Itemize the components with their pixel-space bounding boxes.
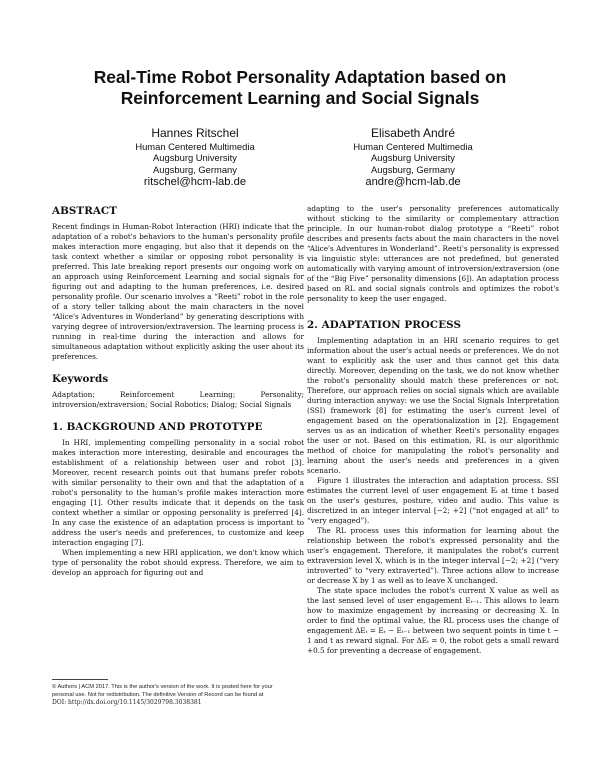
section-1-paragraph-3: adapting to the user's personality preferences automatically without sticking to the similarity or complementary attraction principle. In our human-robot dialog prototype a “Reeti” robot describes and presents facts about the main characters in the novel “Alice's Adventures in Wonderland”. Reeti's personality is expressed via linguistic style: utterances are not predefined, but generated automatically with varying amount of introversion/extraversion (one of the “Big Five” personality dimensions [6]). An adaptation process based on RL and social signals controls and optimizes the robot's personality to keep the user engaged.: [307, 204, 559, 303]
doi-link[interactable]: DOI: http://dx.doi.org/10.1145/3029798.3038381: [52, 699, 202, 706]
paper-title: [40, 67, 560, 109]
copyright-notice: [52, 683, 304, 707]
author-email: andre@hcm-lab.de: [365, 176, 461, 189]
abstract-text: Recent findings in Human-Robot Interaction (HRI) indicate that the adaptation of a robot's behaviors to the human's personality profile makes interaction more engaging, but also that it depends on the task context whether a similar or opposing robot personality is preferred. This late breaking report presents our ongoing work on an approach using Reinforcement Learning and social signals for figuring out and adapting to the human preferences, i.e. desired personality profile. Our scenario involves a “Reeti” robot in the role of a story teller talking about the main characters in the novel “Alice's Adventures in Wonderland” by generating descriptions with varying degree of introversion/extraversion. The learning process is running in real-time during the interaction and allows for simultaneous adaptation without explicitly asking the user about its preferences.: [52, 222, 304, 361]
section-2-heading: 2. ADAPTATION PROCESS: [307, 319, 462, 331]
keywords-text: Adaptation; Reinforcement Learning; Personality; introversion/extraversion; Social Robotics; Dialog; Social Signals: [52, 390, 304, 409]
author-name: Elisabeth André: [370, 126, 456, 140]
keywords-heading: Keywords: [52, 373, 109, 385]
author-university: Augsburg University: [371, 152, 455, 164]
author-department: Human Centered Multimedia: [135, 141, 255, 152]
right-column: [307, 204, 559, 656]
author-location: Augsburg, Germany: [371, 163, 455, 175]
author-block-1: [85, 126, 305, 189]
copyright-line-2: personal use. Not for redistribution. The definitive Version of Record can be found at: [52, 692, 264, 698]
title-line-1: Real-Time Robot Personality Adaptation based on: [93, 67, 507, 87]
author-location: Augsburg, Germany: [153, 163, 237, 175]
title-line-2: Reinforcement Learning and Social Signals: [120, 88, 480, 108]
section-1-paragraph-2: When implementing a new HRI application, we don't know which type of personality the robot should express. Therefore, we aim to develop an approach for figuring out and: [52, 548, 304, 577]
author-email: ritschel@hcm-lab.de: [143, 176, 247, 189]
section-2-paragraph-2: Figure 1 illustrates the interaction and adaptation process. SSI estimates the current level of user engagement Eₜ at time t based on the user's gestures, posture, video and audio. This value is discretized in an integer interval [−2; +2] (“not engaged at all” to “very engaged”).: [307, 476, 559, 525]
section-1-paragraph-1: In HRI, implementing compelling personality in a social robot makes interaction more interesting, desirable and encourages the establishment of a relationship between user and robot [3]. Moreover, recent research points out that humans prefer robots with similar personality to their own and that the adaptation of a robot's personality to the human's profile makes interaction more engaging [1]. Other results indicate that it depends on the task context whether a similar or opposing personality is preferred [4]. In any case the existence of an adaptation process is important to address the user's needs and preferences, to customize and keep interaction engaging [7].: [52, 438, 304, 547]
section-2-paragraph-1: Implementing adaptation in an HRI scenario requires to get information about the user's actual needs or preferences. We do not want to explicitly ask the user and thus cannot get this data directly. Moreover, depending on the task, we do not know whether the robot's personality should match these preferences or not. Therefore, our approach relies on social signals which are available during interaction anyway: we use the Social Signals Interpretation (SSI) framework [8] for estimating the user's current level of engagement based on the operationalization in [2]. Engagement serves us as an indication of whether Reeti's personality engages the user or not. Based on this estimation, RL is our algorithmic method of choice for manipulating the robot's personality and learning about the user's needs and preferences in a given scenario.: [307, 336, 559, 475]
author-name: Hannes Ritschel: [151, 126, 239, 140]
section-2-paragraph-4: The state space includes the robot's current X value as well as the last sensed level of user engagement Eₜ₋₁. This allows to learn how to maximize engagement by increasing or decreasing X. In order to find the optimal value, the RL process uses the change of engagement ΔEₜ = Eₜ − Eₜ₋₁ between two sequent points in time t − 1 and t as reward signal. For ΔEₜ = 0, the robot gets a small reward +0.5 for preventing a decrease of engagement.: [307, 586, 559, 655]
copyright-line-1: © Authors | ACM 2017. This is the author's version of the work. It is posted here for your: [52, 684, 273, 690]
author-block-2: [303, 126, 523, 189]
left-column: [52, 204, 304, 578]
footnote-rule: [52, 679, 108, 680]
section-2-paragraph-3: The RL process uses this information for learning about the relationship between the robot's expressed personality and the user's engagement. Therefore, it manipulates the robot's current extraversion level X, which is in the integer interval [−2; +2] (“very introverted” to “very extraverted”). Three actions allow to increase or decrease X by 1 as well as to leave X unchanged.: [307, 526, 559, 585]
abstract-heading: ABSTRACT: [52, 205, 117, 217]
section-1-heading: 1. BACKGROUND AND PROTOTYPE: [52, 421, 263, 433]
author-university: Augsburg University: [153, 152, 237, 164]
author-department: Human Centered Multimedia: [353, 141, 473, 152]
